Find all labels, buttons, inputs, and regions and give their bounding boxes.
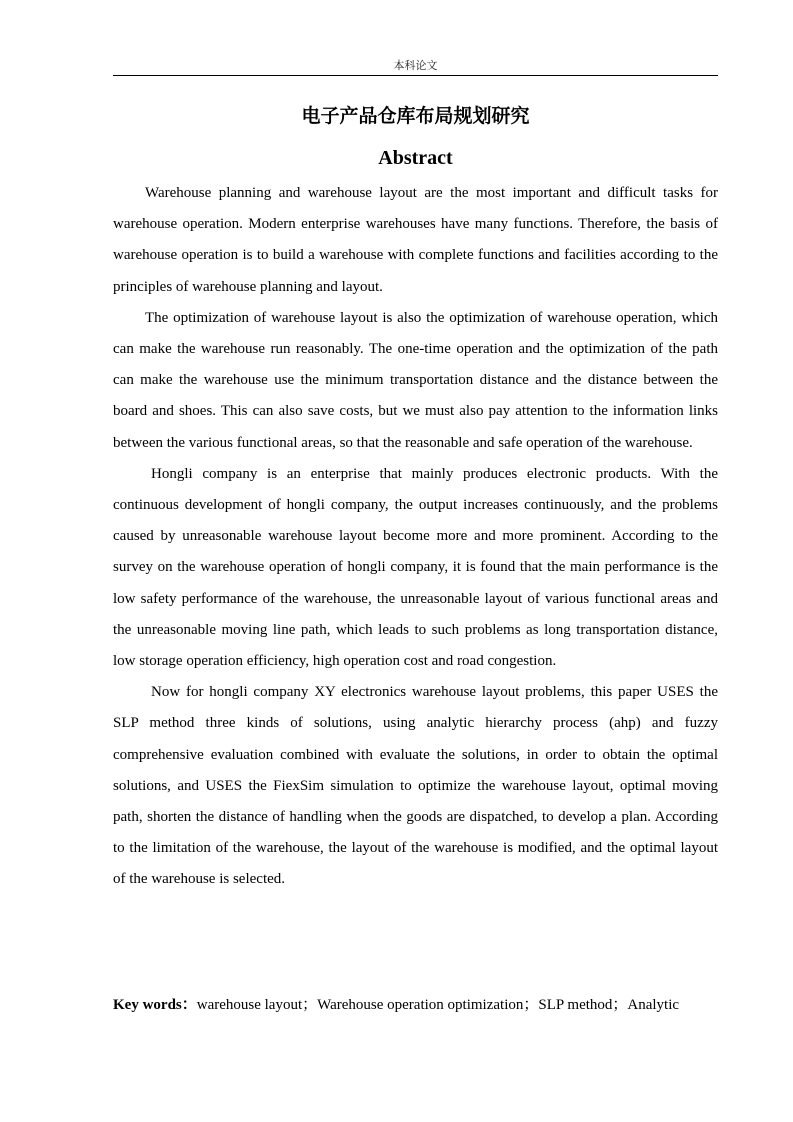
abstract-heading: Abstract <box>378 147 453 169</box>
abstract-body <box>113 178 718 896</box>
abstract-paragraph: Hongli company is an enterprise that mainly produces electronic products. With the continuous development of hongli company, the output increases continuously, and the problems caused by unreasonable warehouse layout become more and more prominent. According to the survey on the warehouse operation of hongli company, it is found that the main performance is the low safety performance of the warehouse, the unreasonable layout of various functional areas and the unreasonable moving line path, which leads to such problems as long transportation distance, low storage operation efficiency, high operation cost and road congestion. <box>113 465 718 670</box>
keywords-text: warehouse layout；Warehouse operation optimization；SLP method；Analytic <box>196 997 680 1013</box>
thesis-title: 电子产品仓库布局规划研究 <box>301 105 530 127</box>
abstract-paragraph: Warehouse planning and warehouse layout are the most important and difficult tasks for warehouse operation. Modern enterprise warehouses have many functions. Therefore, the basis of warehouse operation is to build a warehouse with complete functions and facilities according to the principles of warehouse planning and layout. <box>113 185 718 295</box>
abstract-paragraph: Now for hongli company XY electronics warehouse layout problems, this paper USES the SLP method three kinds of solutions, using analytic hierarchy process (ahp) and fuzzy comprehensive evaluation combined with evaluate the solutions, in order to obtain the optimal solutions, and USES the FiexSim simulation to optimize the warehouse layout, optimal moving path, shorten the distance of handling when the goods are dispatched, to develop a plan. According to the limitation of the warehouse, the layout of the warehouse is modified, and the optimal layout of the warehouse is selected. <box>113 684 718 888</box>
page-header <box>113 55 718 76</box>
keywords-label: Key words： <box>113 997 197 1013</box>
keywords-line <box>113 990 733 1021</box>
header-text: 本科论文 <box>393 59 438 72</box>
abstract-paragraph: The optimization of warehouse layout is also the optimization of warehouse operation, which can make the warehouse run reasonably. The one-time operation and the optimization of the path can make the warehouse use the minimum transportation distance and the distance between the board and shoes. This can also save costs, but we must also pay attention to the information links between the various functional areas, so that the reasonable and safe operation of the warehouse. <box>113 309 718 451</box>
